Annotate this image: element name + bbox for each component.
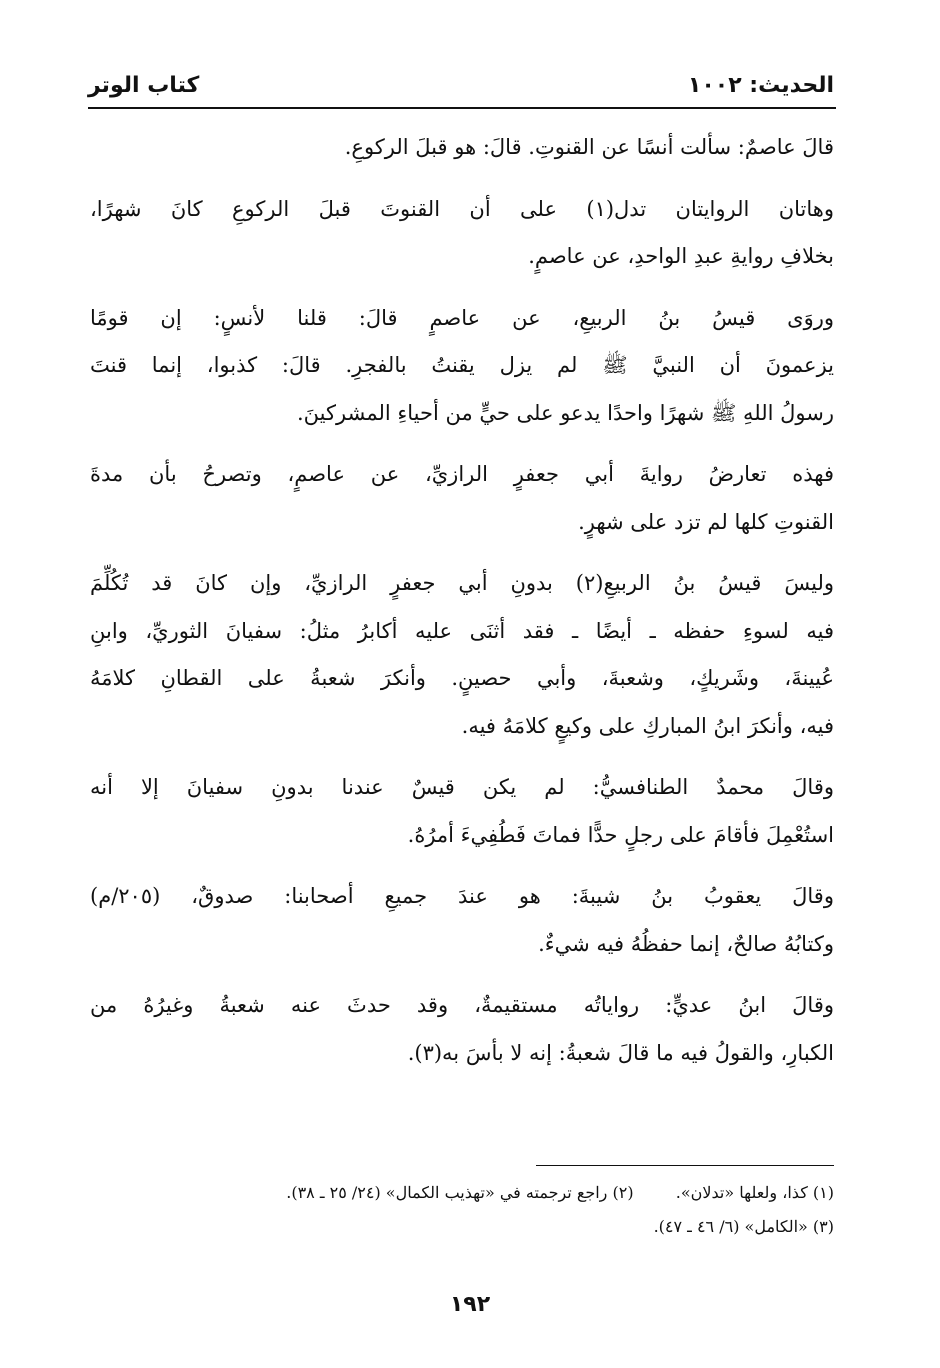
paragraph [90,451,834,546]
hadith-number-label: الحديث: ١٠٠٢ [687,73,834,98]
text-line: فيه لسوءِ حفظه ـ أيضًا ـ فقد أثنَى عليه أكابرُ مثلُ: سفيانَ الثوريِّ، وابنِ [90,618,834,643]
footnote-3: (٣) «الكامل» (٦/ ٤٦ ـ ٤٧). [653,1217,834,1236]
text-line: القنوتِ كلها لم تزد على شهرٍ. [578,509,834,534]
running-header [88,70,834,106]
footnote-divider [536,1165,834,1166]
text-line: الكبارِ، والقولُ فيه ما قالَ شعبةُ: إنه لا بأسَ به(٣). [407,1040,834,1065]
paragraph [90,186,834,281]
paragraph [90,560,834,750]
footnote-1: (١) كذا، ولعلها «تدلان». [675,1183,834,1202]
paragraph [90,295,834,438]
main-text [90,124,834,1091]
text-line: وقالَ محمدٌ الطنافسيُّ: لم يكن قيسٌ عندنا بدونِ سفيانَ إلا أنه [90,775,834,799]
text-line: فهذه تعارضُ روايةَ أبي جعفرٍ الرازيِّ، عن عاصمٍ، وتصرحُ بأن مدةَ [90,462,834,486]
paragraph [90,124,834,172]
text-line: وقالَ يعقوبُ بنُ شيبةَ: هو عندَ جميعِ أصحابنا: صدوقٌ، (٢٠٥/م) [90,884,834,908]
book-title: كتاب الوتر [88,73,200,98]
header-divider [88,107,836,109]
text-line: عُيينةَ، وشَريكٍ، وشعبةَ، وأبي حصينٍ. وأنكرَ شعبةُ على القطانِ كلامَهُ [90,666,834,690]
text-line: وروَى قيسُ بنُ الربيعِ، عن عاصمٍ قالَ: قلنا لأنسٍ: إن قومًا [90,305,834,330]
text-line: قالَ عاصمٌ: سألت أنسًا عن القنوتِ. قالَ: هو قبلَ الركوعِ. [344,135,834,159]
text-line: رسولُ اللهِ ﷺ شهرًا واحدًا يدعو على حيٍّ من أحياءِ المشركينَ. [297,400,834,425]
paragraph [90,873,834,968]
footnotes [100,1176,834,1244]
footnote-row [100,1176,834,1210]
text-line: استُعْمِلَ فأقامَ على رجلٍ حدًّا فماتَ فَطُفِيءَ أمرُهُ. [407,822,834,847]
text-line: وكتابُهُ صالحٌ، إنما حفظُهُ فيه شيءٌ. [538,931,834,956]
text-line: وقالَ ابنُ عديٍّ: رواياتُه مستقيمةٌ، وقد حدثَ عنه شعبةُ وغيرُهُ من [90,993,834,1017]
footnote-2: (٢) راجع ترجمته في «تهذيب الكمال» (٢٤/ ٢٥ ـ ٣٨). [286,1183,634,1202]
text-line: يزعمونَ أن النبيَّ ﷺ لم يزل يقنتُ بالفجرِ. قالَ: كذبوا، إنما قنتَ [90,353,834,377]
text-line: وليسَ قيسُ بنُ الربيعِ(٢) بدونِ أبي جعفرٍ الرازيِّ، وإن كانَ قد تُكُلِّمَ [90,571,834,595]
text-line: وهاتان الروايتان تدل(١) على أن القنوتَ قبلَ الركوعِ كانَ شهرًا، [90,196,834,221]
text-line: فيه، وأنكرَ ابنُ المباركِ على وكيعٍ كلامَهُ فيه. [461,713,834,738]
footnote-row [100,1210,834,1244]
paragraph [90,764,834,859]
paragraph [90,982,834,1077]
text-line: بخلافِ روايةِ عبدِ الواحدِ، عن عاصمٍ. [528,244,834,268]
page-number: ١٩٢ [449,1292,491,1317]
